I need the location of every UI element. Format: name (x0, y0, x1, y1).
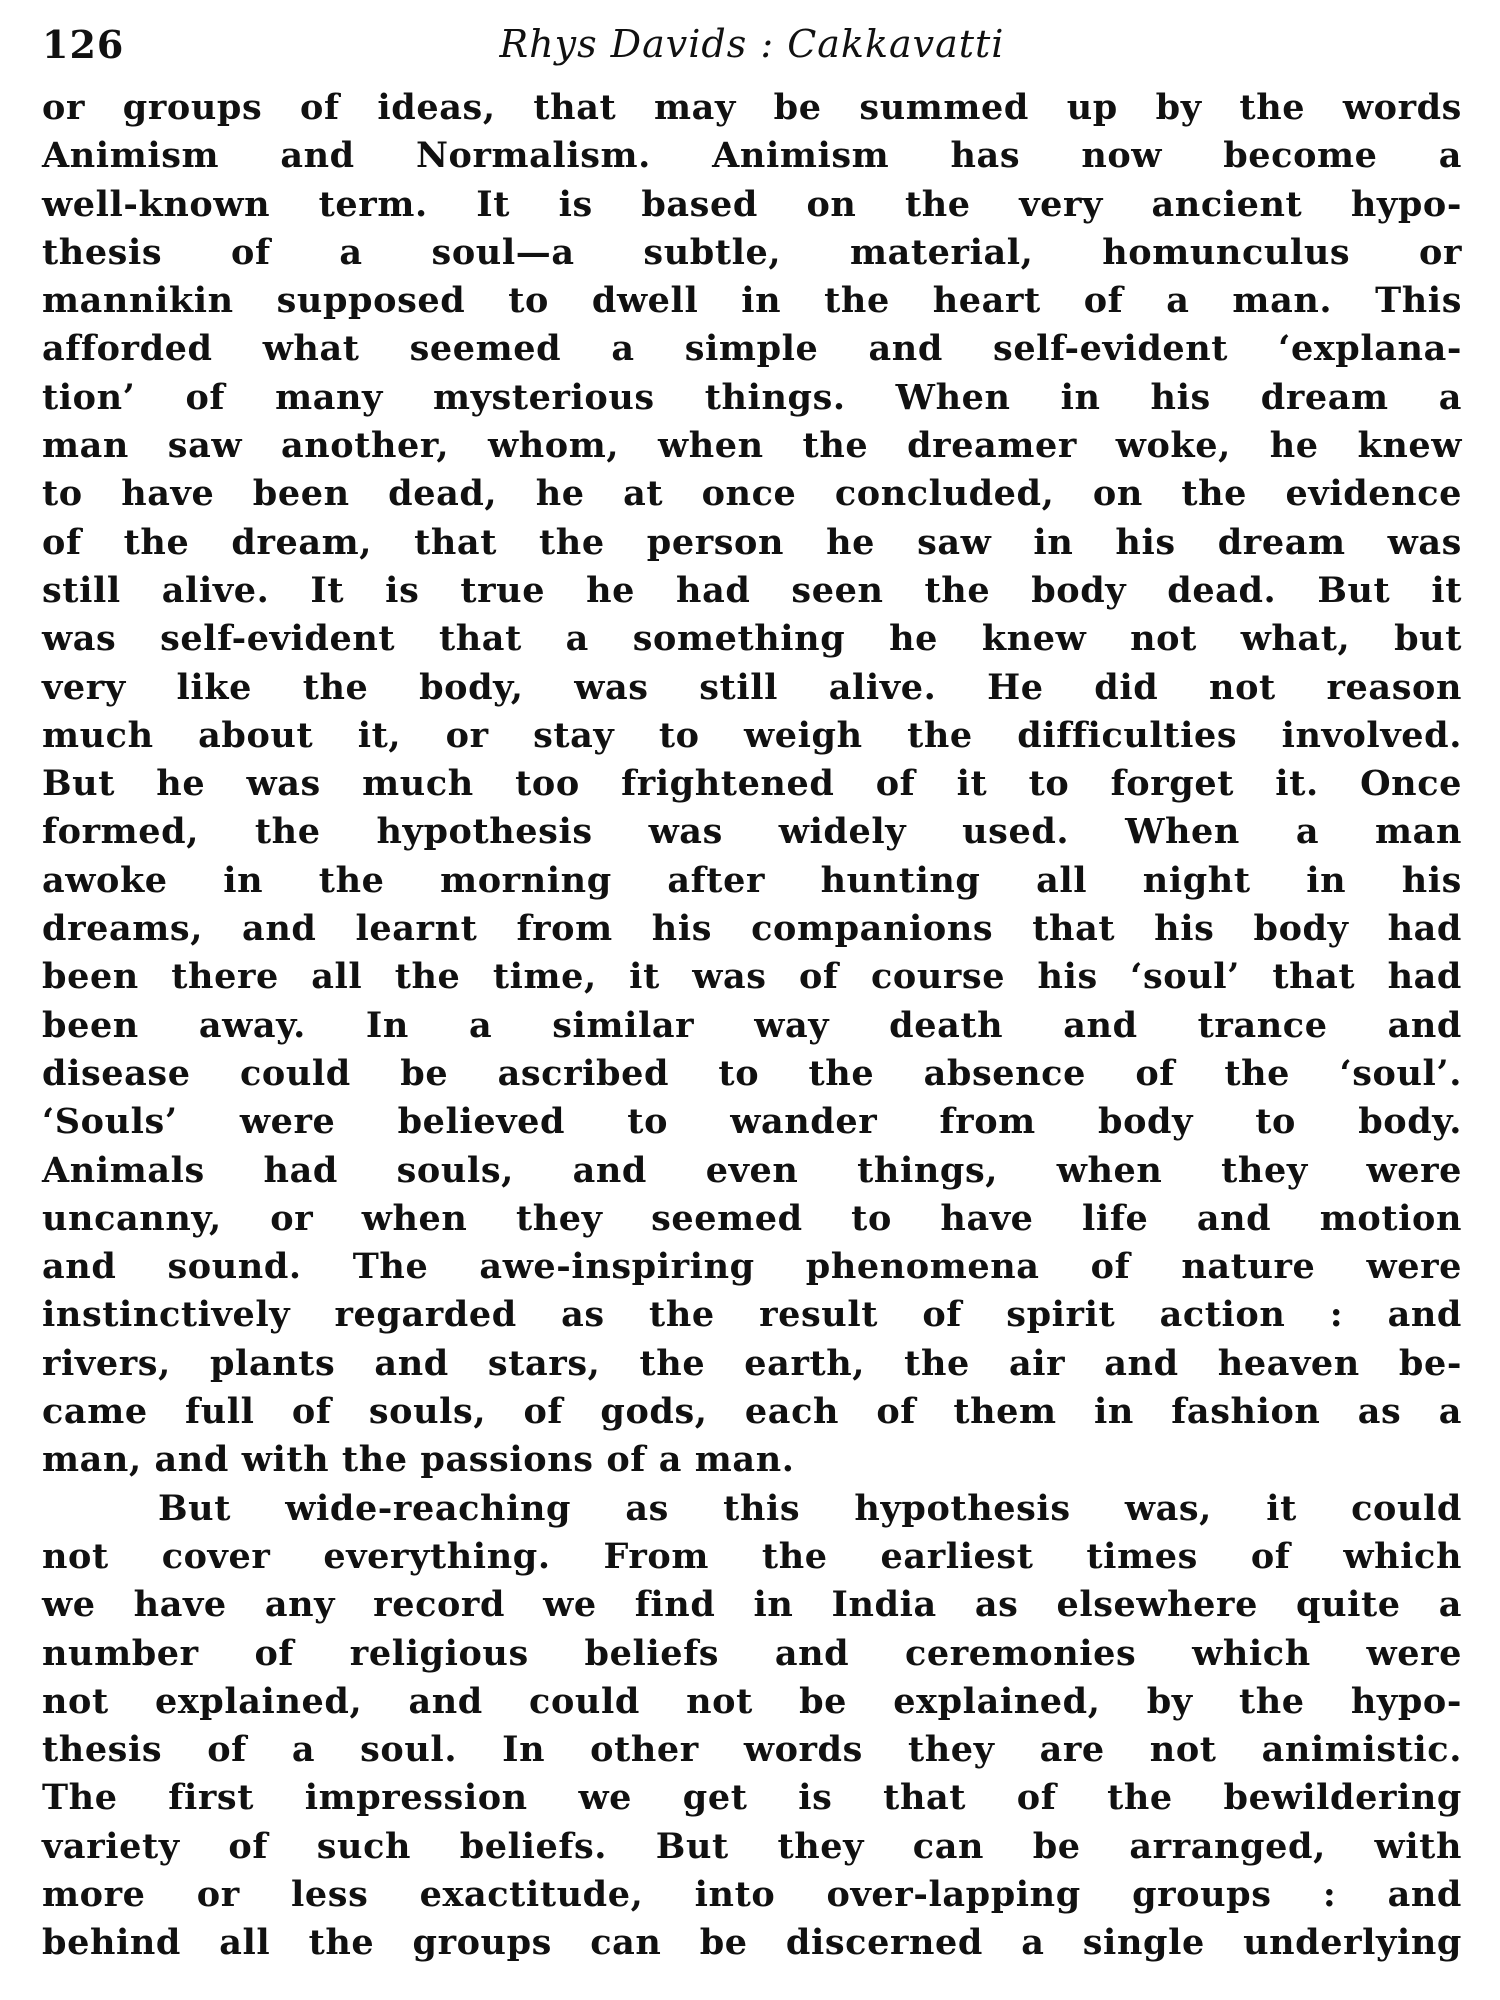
text-line: awoke in the morning after hunting all night in his (42, 859, 1462, 901)
text-line: Animism and Normalism. Animism has now become a (42, 135, 1462, 177)
text-line: The first impression we get is that of the bewildering (42, 1777, 1462, 1819)
text-line: dreams, and learnt from his companions that his body had (42, 908, 1462, 950)
text-line: been away. In a similar way death and trance and (42, 1004, 1462, 1046)
running-head: Rhys Davids : Cakkavatti (499, 22, 1005, 66)
text-line: instinctively regarded as the result of spirit action : and (42, 1294, 1462, 1336)
text-line: was self-evident that a something he knew not what, but (42, 618, 1462, 660)
text-line: well-known term. It is based on the very ancient hypo- (42, 183, 1462, 225)
text-line: variety of such beliefs. But they can be arranged, with (42, 1825, 1462, 1867)
text-line: or groups of ideas, that may be summed up by the words (42, 87, 1462, 128)
text-line: thesis of a soul. In other words they are not animistic. (42, 1729, 1462, 1771)
text-line: still alive. It is true he had seen the body dead. But it (42, 569, 1462, 611)
text-line: behind all the groups can be discerned a single underlying (42, 1922, 1462, 1964)
text-line: uncanny, or when they seemed to have life and motion (42, 1197, 1462, 1239)
text-line: formed, the hypothesis was widely used. When a man (42, 811, 1462, 853)
paragraph-first-line: But wide-reaching as this hypothesis was, it could (158, 1487, 1462, 1529)
body-text (42, 84, 1462, 1968)
text-line: But he was much too frightened of it to forget it. Once (42, 763, 1462, 805)
text-line: ‘Souls’ were believed to wander from body to body. (42, 1101, 1462, 1143)
text-line: mannikin supposed to dwell in the heart of a man. This (42, 280, 1462, 322)
paragraph-last-line: man, and with the passions of a man. (42, 1439, 795, 1481)
page-number: 126 (42, 22, 125, 67)
text-line: thesis of a soul—a subtle, material, homunculus or (42, 231, 1462, 273)
text-line: tion’ of many mysterious things. When in his dream a (42, 376, 1462, 418)
text-line: very like the body, was still alive. He did not reason (42, 666, 1462, 708)
text-line: Animals had souls, and even things, when they were (42, 1149, 1462, 1191)
text-line: came full of souls, of gods, each of them in fashion as a (42, 1391, 1462, 1433)
text-line: number of religious beliefs and ceremonies which were (42, 1632, 1462, 1674)
text-line: more or less exactitude, into over-lapping groups : and (42, 1873, 1462, 1915)
text-line: of the dream, that the person he saw in his dream was (42, 521, 1462, 563)
text-line: afforded what seemed a simple and self-evident ‘explana- (42, 328, 1462, 370)
text-line: disease could be ascribed to the absence of the ‘soul’. (42, 1052, 1462, 1094)
text-line: much about it, or stay to weigh the difficulties involved. (42, 714, 1462, 756)
text-line: and sound. The awe-inspiring phenomena of nature were (42, 1246, 1462, 1288)
book-page (42, 22, 1462, 1968)
text-line: to have been dead, he at once concluded, on the evidence (42, 473, 1462, 515)
text-line: not cover everything. From the earliest times of which (42, 1535, 1462, 1577)
text-line: not explained, and could not be explained, by the hypo- (42, 1680, 1462, 1722)
page-header (42, 22, 1462, 78)
text-line: rivers, plants and stars, the earth, the air and heaven be- (42, 1342, 1462, 1384)
text-line: man saw another, whom, when the dreamer woke, he knew (42, 425, 1462, 467)
text-line: been there all the time, it was of course his ‘soul’ that had (42, 956, 1462, 998)
text-line: we have any record we find in India as elsewhere quite a (42, 1584, 1462, 1626)
